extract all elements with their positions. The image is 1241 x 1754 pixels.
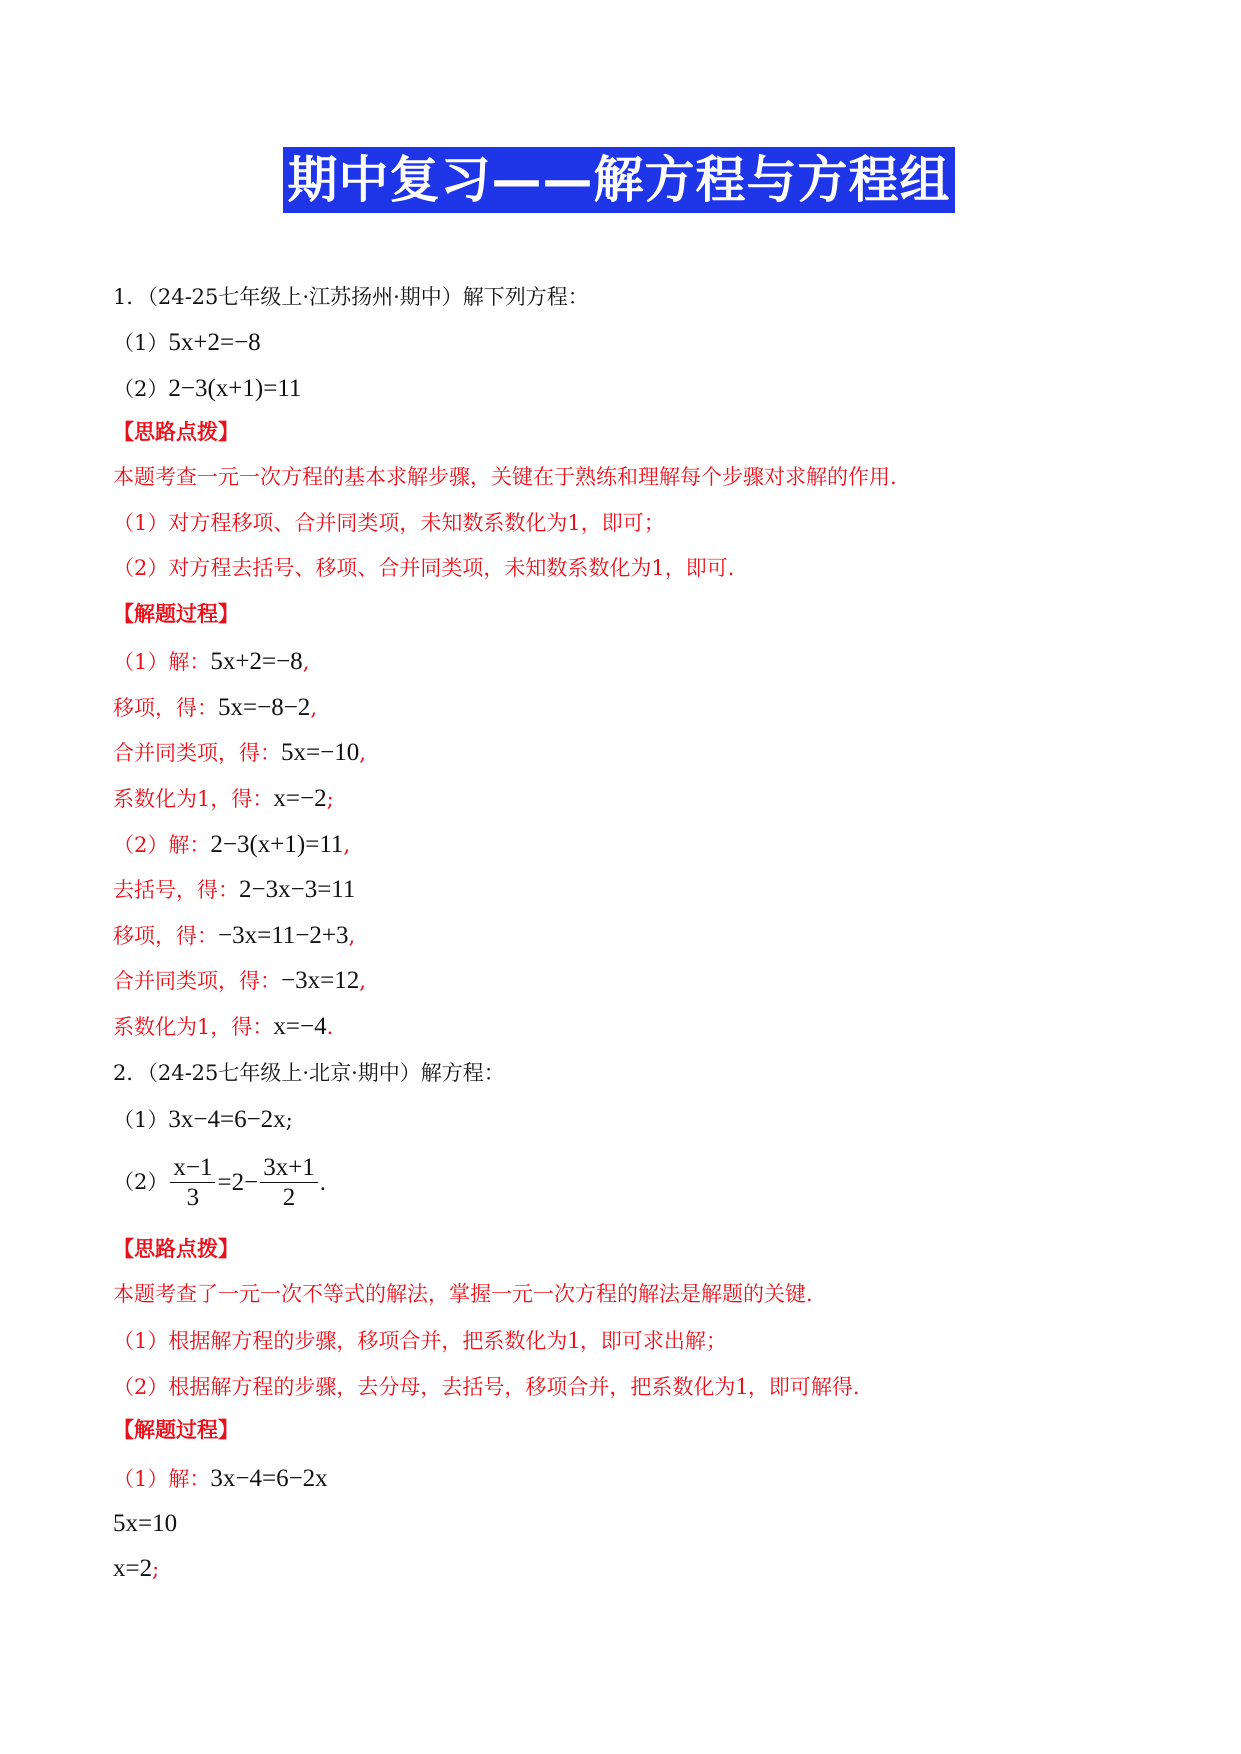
- q1-step-2-label: 移项，得：: [113, 696, 218, 720]
- q1-step-3-label: 合并同类项，得：: [113, 741, 281, 765]
- q2-fraction-1: [170, 1155, 215, 1210]
- q1-step-8: 合并同类项，得：−3x=12,: [113, 967, 366, 994]
- q2-solution-header: 【解题过程】: [113, 1418, 239, 1442]
- q2-step-1-label: （1）解：: [113, 1467, 211, 1491]
- q2-hint-1: [113, 1328, 727, 1353]
- q2-hint-2-text: （2）根据解方程的步骤，去分母，去括号，移项合并，把系数化为: [113, 1375, 736, 1399]
- q2-step-1-equation: 3x−4=6−2x: [210, 1465, 328, 1492]
- q1-step-4: 系数化为1，得：x=−2;: [113, 785, 334, 812]
- q2-fraction-1-numerator: x−1: [170, 1155, 215, 1183]
- q2-part1: （1）3x−4=6−2x;: [113, 1106, 293, 1133]
- q1-hint-1: （1）对方程移项、合并同类项，未知数系数化为1，即可；: [113, 511, 665, 535]
- q1-step-9-label: 系数化为1，得：: [113, 1015, 274, 1039]
- q1-hint-2: （2）对方程去括号、移项、合并同类项，未知数系数化为1，即可.: [113, 556, 735, 580]
- q2-hint-header: 【思路点拨】: [113, 1237, 239, 1261]
- q2-hint-2-number: 1: [735, 1373, 748, 1400]
- q1-part2: [113, 376, 301, 401]
- q1-step-8-label: 合并同类项，得：: [113, 969, 281, 993]
- q2-part2: （2） $\frac{x-1}{3}$ =2− $\frac{3x+1}{2}$ .: [113, 1154, 327, 1211]
- q1-step-7-equation: −3x=11−2+3: [218, 922, 349, 949]
- q2-fraction-1-denominator: 3: [186, 1184, 200, 1211]
- q1-step-1: （1）解：5x+2=−8,: [113, 648, 310, 675]
- q2-step-1: [113, 1466, 328, 1491]
- q2-part1-label: （1）: [113, 1108, 169, 1132]
- q2-step-2-equation: 5x=10: [113, 1510, 178, 1537]
- q1-step-9: 系数化为1，得：x=−4.: [113, 1013, 334, 1040]
- q1-step-6-label: 去括号，得：: [113, 878, 239, 902]
- q1-step-7: 移项，得：−3x=11−2+3,: [113, 922, 356, 949]
- q1-step-5-equation: 2−3(x+1)=11: [210, 831, 344, 858]
- q2-stem: 2．（24-25七年级上·北京·期中）解方程：: [113, 1061, 505, 1085]
- q2-fraction-2: [260, 1155, 318, 1210]
- q1-step-7-label: 移项，得：: [113, 924, 218, 948]
- q2-hint-1-text: （1）根据解方程的步骤，移项合并，把系数化为: [113, 1329, 568, 1353]
- q1-hint-intro: 本题考查一元一次方程的基本求解步骤，关键在于熟练和理解每个步骤对求解的作用.: [113, 465, 897, 489]
- q1-step-2: 移项，得：5x=−8−2,: [113, 694, 317, 721]
- q1-step-8-equation: −3x=12: [281, 967, 360, 994]
- q1-step-4-equation: x=−2: [273, 785, 327, 812]
- q1-step-5: （2）解：2−3(x+1)=11,: [113, 831, 351, 858]
- q2-fraction-2-numerator: 3x+1: [260, 1155, 318, 1183]
- page-title: 期中复习——解方程与方程组: [287, 151, 951, 209]
- q1-step-6: [113, 877, 355, 902]
- q1-step-1-equation: 5x+2=−8: [210, 648, 303, 675]
- q1-step-1-label: （1）解：: [113, 650, 211, 674]
- q1-part1-equation: 5x+2=−8: [168, 329, 261, 356]
- q1-step-3-equation: 5x=−10: [281, 739, 360, 766]
- q1-hint-header: 【思路点拨】: [113, 420, 239, 444]
- q2-part2-middle: =2−: [217, 1169, 259, 1196]
- q1-step-6-equation: 2−3x−3=11: [239, 876, 356, 903]
- q1-step-2-equation: 5x=−8−2: [218, 694, 311, 721]
- q2-hint-2-end: ，即可解得.: [747, 1375, 860, 1399]
- q2-step-3: x=2;: [113, 1555, 160, 1582]
- q2-step-3-equation: x=2: [113, 1555, 153, 1582]
- q2-hint-2: [113, 1374, 860, 1399]
- q1-step-5-label: （2）解：: [113, 833, 211, 857]
- q1-part1-label: （1）: [113, 331, 169, 355]
- q2-fraction-2-denominator: 2: [282, 1184, 296, 1211]
- q1-part2-label: （2）: [113, 377, 169, 401]
- q1-part1: [113, 330, 261, 355]
- q1-step-4-label: 系数化为1，得：: [113, 787, 274, 811]
- q1-stem: 1．（24-25七年级上·江苏扬州·期中）解下列方程：: [113, 285, 589, 309]
- q2-part1-equation: 3x−4=6−2x: [168, 1106, 286, 1133]
- q1-step-9-equation: x=−4: [273, 1013, 327, 1040]
- title-banner: [283, 147, 955, 213]
- q2-hint-1-number: 1: [567, 1327, 580, 1354]
- q2-hint-intro: 本题考查了一元一次不等式的解法，掌握一元一次方程的解法是解题的关键.: [113, 1282, 813, 1306]
- q1-part2-equation: 2−3(x+1)=11: [168, 375, 302, 402]
- q1-solution-header: 【解题过程】: [113, 602, 239, 626]
- q2-part2-label: （2）: [113, 1170, 169, 1194]
- q2-hint-1-end: ，即可求出解；: [579, 1329, 727, 1353]
- q2-step-2: [113, 1511, 177, 1536]
- q1-step-3: 合并同类项，得：5x=−10,: [113, 739, 366, 766]
